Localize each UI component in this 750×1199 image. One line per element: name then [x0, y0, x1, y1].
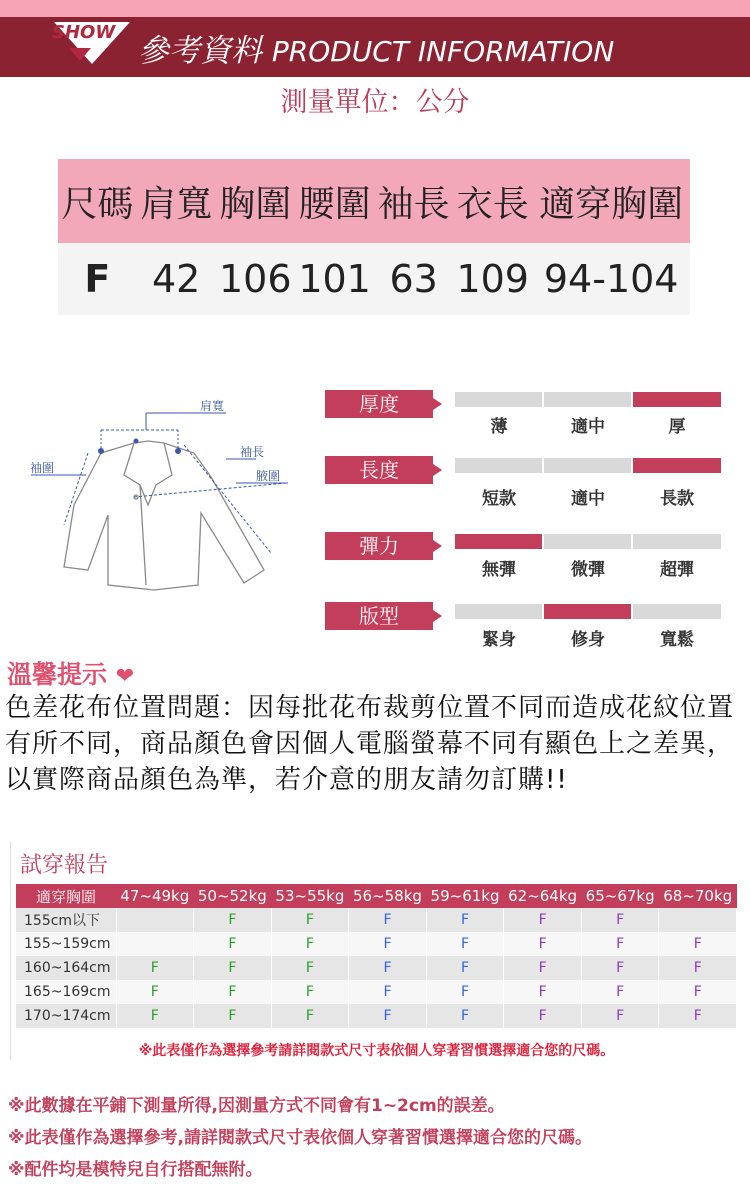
report-cell: [116, 908, 194, 932]
attr-option: 修身: [571, 630, 605, 650]
heart-icon: ❤: [115, 664, 135, 689]
attr-seg: [633, 604, 721, 619]
report-col-header: 59~61kg: [426, 884, 504, 908]
size-cell: 109: [453, 243, 532, 315]
report-col-header: 68~70kg: [659, 884, 737, 908]
footnote-item: ※此數據在平鋪下測量所得,因測量方式不同會有1~2cm的誤差。: [8, 1096, 505, 1116]
banner-title-en: PRODUCT INFORMATION: [271, 35, 615, 68]
banner-title-zh: 參考資料: [138, 33, 262, 69]
attr-seg: [544, 604, 631, 619]
report-cell: F: [504, 932, 582, 956]
report-cell: F: [349, 980, 427, 1004]
report-cell: F: [426, 932, 504, 956]
notice-title-text: 溫馨提示: [7, 660, 108, 689]
report-row-height: 170~174cm: [16, 1004, 116, 1028]
attr-seg: [544, 392, 631, 407]
attr-tag-thickness: 厚度: [325, 390, 433, 418]
attr-seg: [633, 458, 721, 473]
report-body: [16, 908, 737, 1028]
report-header-row: [16, 884, 737, 908]
attr-seg: [455, 604, 542, 619]
shoulder-label: 肩寬: [200, 399, 225, 413]
show-label: SHOW: [52, 22, 116, 43]
report-row: [16, 908, 737, 932]
size-cell: 63: [374, 243, 453, 315]
report-cell: F: [581, 908, 659, 932]
report-cell: F: [271, 932, 349, 956]
size-cell: 94-104: [532, 243, 690, 315]
sleeve-label: 袖長: [240, 445, 265, 459]
size-table: [58, 159, 690, 315]
report-cell: F: [116, 956, 194, 980]
report-cell: [116, 932, 194, 956]
size-cell: 106: [216, 243, 295, 315]
report-cell: F: [349, 932, 427, 956]
report-cell: F: [504, 1004, 582, 1028]
report-cell: F: [581, 1004, 659, 1028]
size-col-header: 袖長: [374, 159, 453, 243]
size-cell: F: [58, 243, 137, 315]
report-cell: [659, 908, 737, 932]
size-col-header: 胸圍: [216, 159, 295, 243]
report-cell: F: [504, 956, 582, 980]
report-col-header: 56~58kg: [349, 884, 427, 908]
attr-option: 短款: [482, 489, 516, 509]
attr-option: 寬鬆: [660, 630, 694, 650]
report-col-header: 53~55kg: [271, 884, 349, 908]
report-cell: F: [426, 908, 504, 932]
report-row: [16, 932, 737, 956]
report-col-header: 62~64kg: [504, 884, 582, 908]
report-cell: F: [659, 980, 737, 1004]
report-cell: F: [504, 980, 582, 1004]
attr-seg: [455, 534, 542, 549]
report-cell: F: [581, 932, 659, 956]
size-cell: 101: [295, 243, 374, 315]
report-cell: F: [581, 956, 659, 980]
attr-seg: [455, 458, 542, 473]
report-cell: F: [194, 980, 272, 1004]
report-cell: F: [349, 956, 427, 980]
report-row-height: 165~169cm: [16, 980, 116, 1004]
size-table-row: [58, 243, 690, 315]
footnote-item: ※此表僅作為選擇參考,請詳閱款式尺寸表依個人穿著習慣選擇適合您的尺碼。: [8, 1128, 592, 1148]
attr-option: 微彈: [571, 560, 605, 580]
attr-option: 薄: [490, 417, 508, 437]
attr-seg: [633, 392, 721, 407]
report-cell: F: [116, 1004, 194, 1028]
banner-title: [138, 25, 614, 70]
jacket-diagram: [26, 385, 296, 600]
size-col-header: 尺碼: [58, 159, 137, 243]
report-title: 試穿報告: [20, 853, 109, 878]
report-cell: F: [504, 908, 582, 932]
cuff-label: 袖圍: [30, 461, 55, 475]
attr-option: 超彈: [660, 560, 694, 580]
report-cell: F: [194, 1004, 272, 1028]
size-col-header: 肩寬: [137, 159, 216, 243]
top-stripe: [0, 0, 750, 17]
attr-option: 長款: [660, 489, 694, 509]
attribute-scales: [325, 390, 725, 655]
measurement-unit: 測量單位：公分: [280, 87, 470, 118]
attr-seg: [544, 458, 631, 473]
attr-seg: [544, 534, 631, 549]
report-cell: F: [349, 1004, 427, 1028]
report-cell: F: [271, 908, 349, 932]
report-table: [16, 884, 737, 1028]
jacket-outline-icon: [26, 385, 296, 600]
report-col-header: 50~52kg: [194, 884, 272, 908]
size-col-header: 衣長: [453, 159, 532, 243]
report-cell: F: [194, 956, 272, 980]
report-cell: F: [426, 956, 504, 980]
report-corner-header: 適穿胸圍: [16, 884, 116, 908]
size-cell: 42: [137, 243, 216, 315]
footnote-item: ※配件均是模特兒自行搭配無附。: [8, 1160, 263, 1180]
attr-tag-elasticity: 彈力: [325, 532, 433, 560]
attr-option: 適中: [571, 489, 605, 509]
report-cell: F: [659, 1004, 737, 1028]
report-cell: F: [659, 956, 737, 980]
notice-body: 色差花布位置問題：因每批花布裁剪位置不同而造成花紋位置有所不同，商品顏色會因個人電腦螢幕不同有顯色上之差異，以實際商品顏色為準，若介意的朋友請勿訂購!!: [5, 693, 735, 795]
waist-label: 腋圍: [256, 469, 281, 483]
report-row-height: 160~164cm: [16, 956, 116, 980]
attr-option: 適中: [571, 417, 605, 437]
attr-option: 厚: [668, 417, 686, 437]
report-row: [16, 1004, 737, 1028]
report-cell: F: [194, 932, 272, 956]
report-cell: F: [659, 932, 737, 956]
attr-seg: [633, 534, 721, 549]
attr-tag-length: 長度: [325, 456, 433, 484]
size-col-header: 適穿胸圍: [532, 159, 690, 243]
show-arrow-icon: [69, 48, 91, 61]
attr-tag-fit: 版型: [325, 602, 433, 630]
report-note: ※此表僅作為選擇參考請詳閱款式尺寸表依個人穿著習慣選擇適合您的尺碼。: [138, 1043, 615, 1059]
attr-seg: [455, 392, 542, 407]
report-cell: F: [271, 956, 349, 980]
notice-title: [7, 655, 134, 691]
report-col-header: 65~67kg: [581, 884, 659, 908]
size-col-header: 腰圍: [295, 159, 374, 243]
report-cell: F: [426, 1004, 504, 1028]
report-col-header: 47~49kg: [116, 884, 194, 908]
report-row: [16, 956, 737, 980]
report-cell: F: [581, 980, 659, 1004]
report-row: [16, 980, 737, 1004]
report-cell: F: [349, 908, 427, 932]
report-cell: F: [194, 908, 272, 932]
attr-option: 無彈: [482, 560, 516, 580]
attr-option: 緊身: [482, 630, 516, 650]
report-cell: F: [271, 1004, 349, 1028]
report-cell: F: [271, 980, 349, 1004]
report-cell: F: [116, 980, 194, 1004]
size-table-header: [58, 159, 690, 243]
report-row-height: 155~159cm: [16, 932, 116, 956]
footnotes: [8, 1090, 592, 1186]
report-row-height: 155cm以下: [16, 908, 116, 932]
report-cell: F: [426, 980, 504, 1004]
